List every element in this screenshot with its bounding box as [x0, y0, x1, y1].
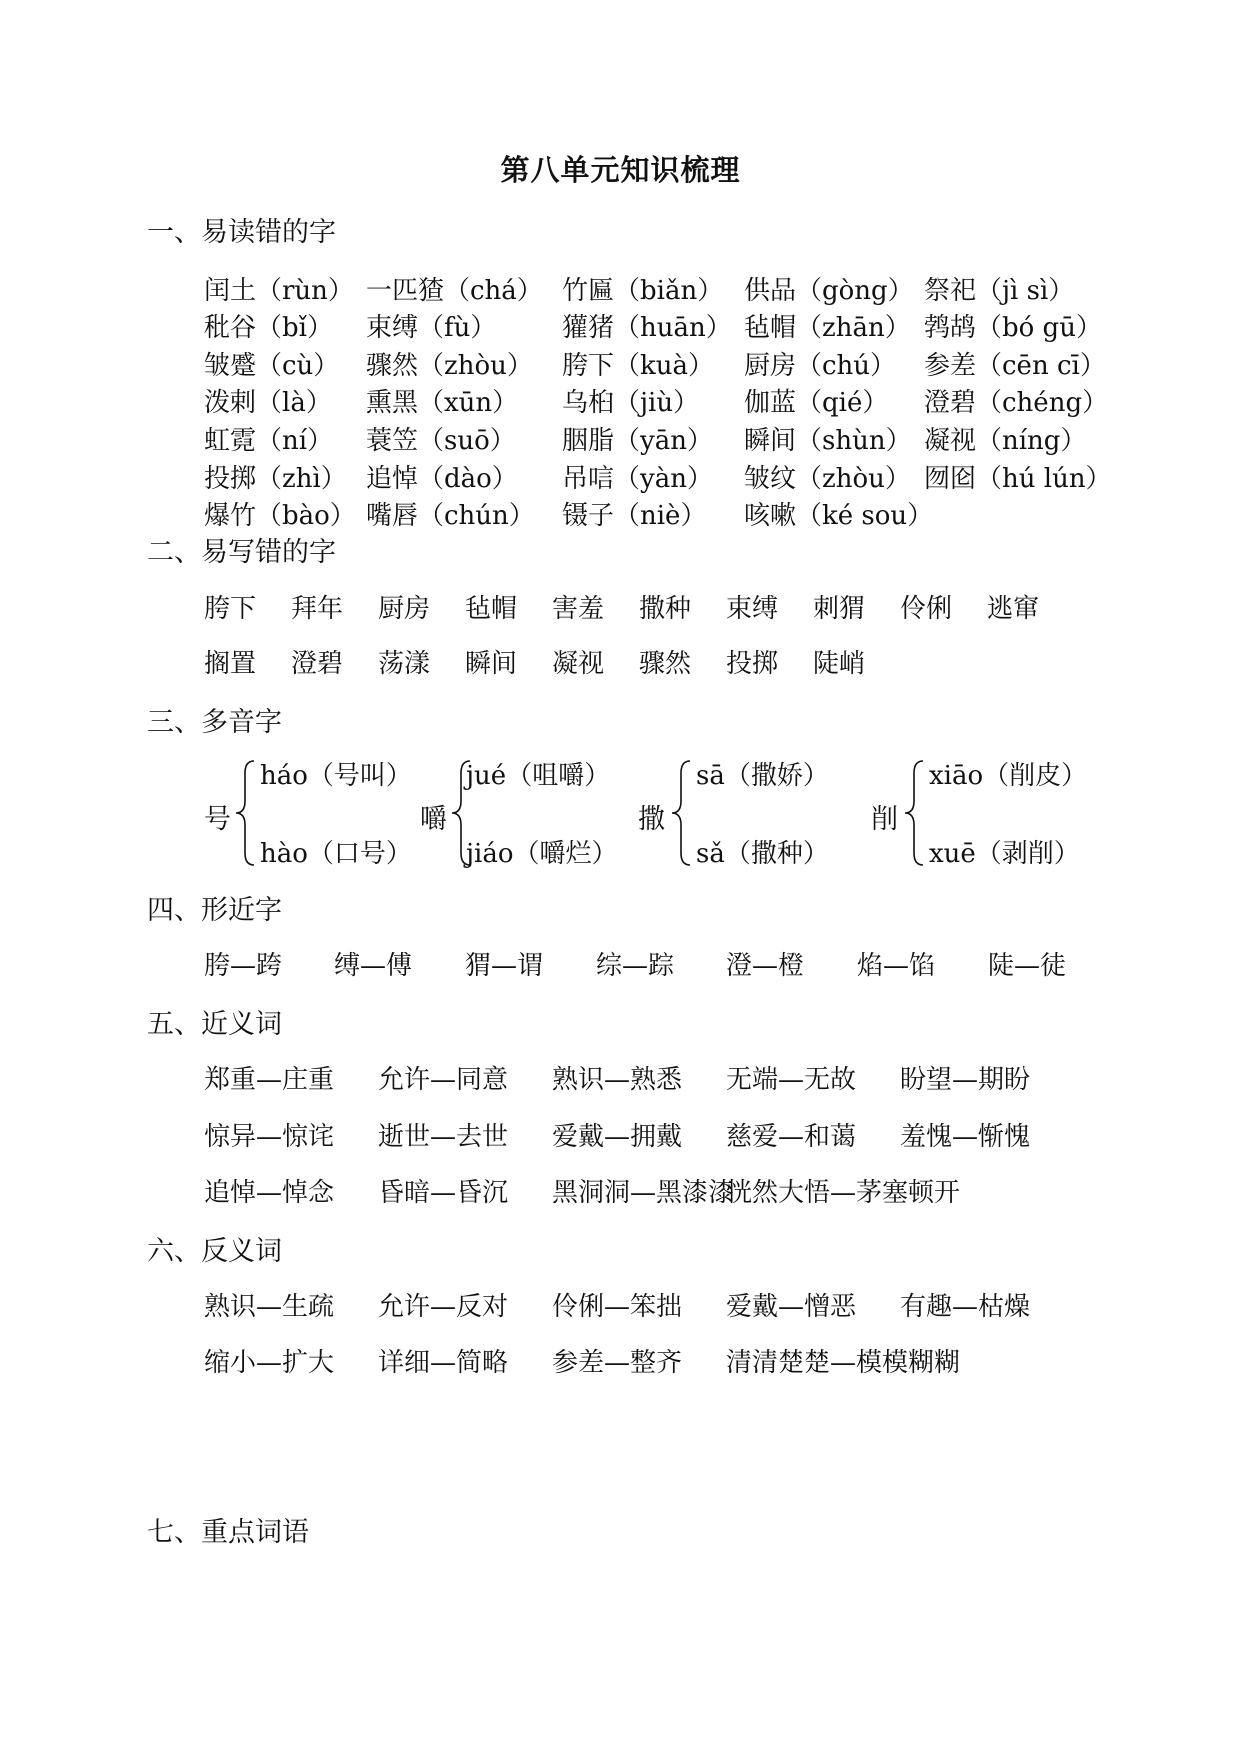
- pinyin-item: 秕谷（bǐ）: [204, 313, 333, 343]
- pinyin-item: 吊唁（yàn）: [562, 464, 713, 494]
- pronunciation-bottom: xuē（剥削）: [929, 839, 1080, 869]
- pinyin-item: 厨房（chú）: [744, 351, 897, 381]
- antonym-pair: 爱戴—憎恶: [726, 1292, 857, 1322]
- pinyin-item: 鹁鸪（bó gū）: [924, 313, 1102, 343]
- pronunciation-top: háo（号叫）: [260, 761, 412, 791]
- pinyin-item: 澄碧（chéng）: [924, 388, 1109, 418]
- antonym-pair: 详细—简略: [378, 1348, 509, 1378]
- polyphonic-char: 削: [871, 804, 898, 835]
- pinyin-item: 泼剌（là）: [204, 388, 332, 418]
- similar-char-pair: 澄—橙: [726, 951, 805, 981]
- section-heading-2: 二、易写错的字: [147, 537, 336, 568]
- word-item: 逃窜: [987, 594, 1040, 624]
- word-item: 拜年: [291, 594, 344, 624]
- synonym-pair: 无端—无故: [726, 1065, 857, 1095]
- word-item: 束缚: [726, 594, 779, 624]
- similar-char-pair: 缚—傅: [334, 951, 413, 981]
- pronunciation-bottom: jiáo（嚼烂）: [466, 839, 618, 869]
- pinyin-item: 毡帽（zhān）: [744, 313, 911, 343]
- pinyin-item: 胯下（kuà）: [562, 351, 715, 381]
- synonym-pair: 羞愧—惭愧: [900, 1122, 1031, 1152]
- antonym-pair: 有趣—枯燥: [900, 1292, 1031, 1322]
- pinyin-item: 闰土（rùn）: [204, 276, 354, 306]
- pronunciation-bottom: sǎ（撒种）: [696, 839, 829, 869]
- synonym-pair: 黑洞洞—黑漆漆: [552, 1178, 735, 1208]
- pinyin-item: 虹霓（ní）: [204, 426, 334, 456]
- pinyin-item: 熏黑（xūn）: [366, 388, 519, 418]
- brace-icon: [234, 757, 256, 869]
- pronunciation-top: jué（咀嚼）: [466, 761, 611, 791]
- word-item: 毡帽: [465, 594, 518, 624]
- synonym-pair: 惊异—惊诧: [204, 1122, 335, 1152]
- word-item: 陡峭: [813, 649, 866, 679]
- word-item: 搁置: [204, 649, 257, 679]
- word-item: 厨房: [378, 594, 431, 624]
- word-item: 凝视: [552, 649, 605, 679]
- pinyin-item: 嘴唇（chún）: [366, 501, 535, 531]
- pinyin-item: 一匹猹（chá）: [366, 276, 543, 306]
- page-title: 第八单元知识梳理: [500, 153, 741, 187]
- brace-icon: [903, 757, 925, 869]
- word-item: 瞬间: [465, 649, 518, 679]
- pinyin-item: 束缚（fù）: [366, 313, 497, 343]
- pinyin-item: 獾猪（huān）: [562, 313, 732, 343]
- pinyin-item: 蓑笠（suō）: [366, 426, 516, 456]
- pinyin-item: 皱纹（zhòu）: [744, 464, 911, 494]
- word-item: 澄碧: [291, 649, 344, 679]
- antonym-pair: 允许—反对: [378, 1292, 509, 1322]
- pinyin-item: 骤然（zhòu）: [366, 351, 533, 381]
- pinyin-item: 供品（gòng）: [744, 276, 914, 306]
- antonym-pair: 参差—整齐: [552, 1348, 683, 1378]
- word-item: 荡漾: [378, 649, 431, 679]
- antonym-pair: 缩小—扩大: [204, 1348, 335, 1378]
- word-item: 刺猬: [813, 594, 866, 624]
- brace-icon: [670, 757, 692, 869]
- polyphonic-char: 嚼: [420, 804, 447, 835]
- pinyin-item: 咳嗽（ké sou）: [744, 501, 934, 531]
- synonym-pair: 追悼—悼念: [204, 1178, 335, 1208]
- polyphonic-group-list: [0, 755, 1241, 875]
- word-item: 伶俐: [900, 594, 953, 624]
- polyphonic-char: 撒: [638, 804, 665, 835]
- pinyin-item: 伽蓝（qié）: [744, 388, 889, 418]
- synonym-pair: 恍然大悟—茅塞顿开: [726, 1178, 961, 1208]
- word-item: 投掷: [726, 649, 779, 679]
- synonym-pair: 允许—同意: [378, 1065, 509, 1095]
- pinyin-item: 瞬间（shùn）: [744, 426, 912, 456]
- section-heading-1: 一、易读错的字: [147, 217, 336, 248]
- pinyin-item: 皱蹙（cù）: [204, 351, 340, 381]
- pinyin-item: 囫囵（hú lún）: [924, 464, 1112, 494]
- pinyin-item: 参差（cēn cī）: [924, 351, 1106, 381]
- synonym-pair: 郑重—庄重: [204, 1065, 335, 1095]
- pronunciation-top: sā（撒娇）: [696, 761, 829, 791]
- section-heading-3: 三、多音字: [147, 707, 282, 738]
- word-item: 害羞: [552, 594, 605, 624]
- section-heading-5: 五、近义词: [147, 1009, 282, 1040]
- pinyin-item: 爆竹（bào）: [204, 501, 356, 531]
- similar-char-pair: 综—踪: [596, 951, 675, 981]
- synonym-pair: 盼望—期盼: [900, 1065, 1031, 1095]
- synonym-pair: 慈爱—和蔼: [726, 1122, 857, 1152]
- pinyin-item: 投掷（zhì）: [204, 464, 347, 494]
- pinyin-item: 追悼（dào）: [366, 464, 518, 494]
- antonym-pair: 熟识—生疏: [204, 1292, 335, 1322]
- pronunciation-top: xiāo（削皮）: [929, 761, 1088, 791]
- pinyin-item: 胭脂（yān）: [562, 426, 713, 456]
- synonym-pair: 逝世—去世: [378, 1122, 509, 1152]
- section-heading-6: 六、反义词: [147, 1236, 282, 1267]
- pinyin-item: 乌桕（jiù）: [562, 388, 700, 418]
- synonym-pair: 爱戴—拥戴: [552, 1122, 683, 1152]
- pinyin-item: 镊子（niè）: [562, 501, 707, 531]
- pinyin-item: 祭祀（jì sì）: [924, 276, 1075, 306]
- section-heading-4: 四、形近字: [147, 895, 282, 926]
- antonym-pair: 清清楚楚—模模糊糊: [726, 1348, 961, 1378]
- similar-char-pair: 猬—谓: [465, 951, 544, 981]
- word-item: 胯下: [204, 594, 257, 624]
- similar-char-pair: 焰—馅: [857, 951, 936, 981]
- word-item: 骤然: [639, 649, 692, 679]
- similar-char-pair: 胯—跨: [204, 951, 283, 981]
- section-heading-7: 七、重点词语: [147, 1517, 309, 1548]
- pinyin-item: 竹匾（biǎn）: [562, 276, 724, 306]
- polyphonic-char: 号: [204, 804, 231, 835]
- antonym-pair: 伶俐—笨拙: [552, 1292, 683, 1322]
- pronunciation-bottom: hào（口号）: [260, 839, 412, 869]
- synonym-pair: 熟识—熟悉: [552, 1065, 683, 1095]
- synonym-pair: 昏暗—昏沉: [378, 1178, 509, 1208]
- word-item: 撒种: [639, 594, 692, 624]
- similar-char-pair: 陡—徒: [988, 951, 1067, 981]
- pinyin-item: 凝视（níng）: [924, 426, 1087, 456]
